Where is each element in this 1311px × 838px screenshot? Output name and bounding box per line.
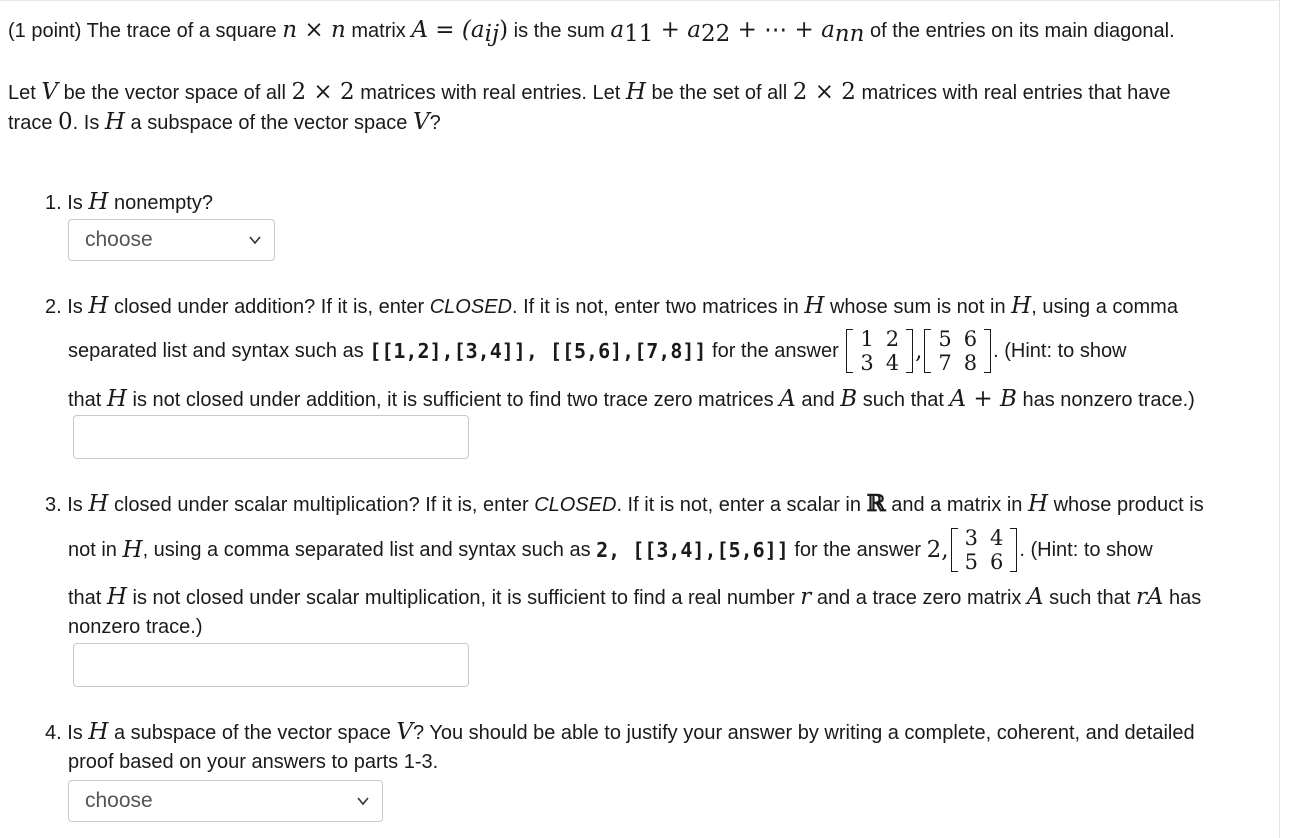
question-2-line-2: separated list and syntax such as [[1,2],[3,4]], [[5,6],[7,8]] for the answer 1 2 3 4 , 5 6 7 8 . (Hint: to show (68, 327, 1127, 375)
q1-select[interactable] (68, 219, 275, 261)
question-2-line-3: that H is not closed under addition, it is sufficient to find two trace zero matrices A and B such that A + B has nonzero trace.) (68, 386, 1195, 412)
question-2-line-1: 2. Is H closed under addition? If it is, enter CLOSED. If it is not, enter two matrices in H whose sum is not in H, using a comma (45, 293, 1178, 319)
paragraph-line-1: Let V be the vector space of all 2 × 2 matrices with real entries. Let H be the set of all 2 × 2 matrices with real entries that have (8, 79, 1171, 105)
paragraph-line-2: trace 0. Is H a subspace of the vector space V? (8, 109, 441, 135)
q2-answer-input[interactable] (73, 415, 469, 459)
chevron-down-icon (356, 794, 370, 808)
q3-syntax-example: 2, [[3,4],[5,6]] (596, 538, 789, 562)
q3-answer-input[interactable] (73, 643, 469, 687)
q3-example-matrix: 3 4 5 6 (951, 526, 1018, 574)
q1-select-value: choose (85, 228, 153, 251)
question-1: 1. Is H nonempty? (45, 189, 213, 215)
intro-line: (1 point) The trace of a square n × n matrix $A = (a_{ij})$ is the sum $a_{11} + a_{22}$ + ⋯ + $a_{nn}$ of the entries on its main diagonal. (8, 17, 1175, 47)
question-3-line-4: nonzero trace.) (68, 616, 203, 638)
q2-example-matrix-2: 5 6 7 8 (924, 327, 991, 375)
q2-syntax-example: [[1,2],[3,4]], [[5,6],[7,8]] (369, 339, 707, 363)
question-3-line-1: 3. Is H closed under scalar multiplication? If it is, enter CLOSED. If it is not, enter a scalar in ℝ and a matrix in H whose product is (45, 490, 1204, 517)
question-4-line-2: proof based on your answers to parts 1-3. (68, 751, 439, 773)
question-3-line-2: not in H , using a comma separated list and syntax such as 2, [[3,4],[5,6]] for the answer 2, 3 4 5 6 . (Hint: to show (68, 526, 1153, 574)
q4-select[interactable] (68, 780, 383, 822)
question-3-line-3: that H is not closed under scalar multiplication, it is sufficient to find a real number r and a trace zero matrix A such that rA has (68, 584, 1202, 610)
question-4-line-1: 4. Is H a subspace of the vector space V? You should be able to justify your answer by writing a complete, coherent, and detailed (45, 719, 1195, 745)
q2-example-matrix-1: 1 2 3 4 (846, 327, 913, 375)
chevron-down-icon (248, 233, 262, 247)
q4-select-value: choose (85, 789, 153, 812)
